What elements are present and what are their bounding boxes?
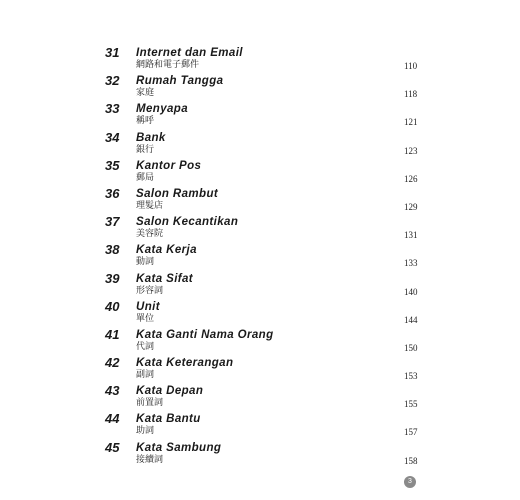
entry-page-number: 126 <box>404 173 418 184</box>
toc-entry[interactable] <box>0 186 520 214</box>
entry-title: Bank <box>136 131 166 144</box>
entry-title: Kata Sifat <box>136 272 194 285</box>
entry-title: Rumah Tangga <box>136 75 224 88</box>
entry-title: Kata Bantu <box>136 413 201 426</box>
toc-entry[interactable] <box>0 45 520 73</box>
entry-page-number: 150 <box>404 342 418 353</box>
entry-page-number: 131 <box>404 230 418 241</box>
entry-number: 42 <box>105 355 120 371</box>
toc-entry[interactable] <box>0 355 520 383</box>
entry-subtitle: 單位 <box>136 313 155 324</box>
entry-number: 38 <box>105 242 120 258</box>
toc-entry[interactable] <box>0 158 520 186</box>
entry-page-number: 118 <box>404 89 418 100</box>
toc-entry[interactable] <box>0 299 520 327</box>
entry-number: 36 <box>105 185 120 201</box>
entry-title: Kata Depan <box>136 385 204 398</box>
entry-subtitle: 郵局 <box>136 172 155 183</box>
toc-entry[interactable] <box>0 327 520 355</box>
toc-entry[interactable] <box>0 440 520 468</box>
toc-entry[interactable] <box>0 411 520 439</box>
entry-number: 34 <box>105 129 120 145</box>
entry-subtitle: 美容院 <box>136 229 164 240</box>
entry-title: Menyapa <box>136 103 189 116</box>
entry-title: Unit <box>136 300 160 313</box>
entry-subtitle: 前置詞 <box>136 398 164 409</box>
entry-subtitle: 銀行 <box>136 144 155 155</box>
entry-page-number: 129 <box>404 201 418 212</box>
entry-title: Salon Kecantikan <box>136 216 239 229</box>
toc-entry[interactable] <box>0 101 520 129</box>
entry-title: Kata Keterangan <box>136 357 234 370</box>
entry-number: 44 <box>105 411 120 427</box>
entry-subtitle: 稱呼 <box>136 116 155 127</box>
entry-subtitle: 接續詞 <box>136 454 164 465</box>
entry-page-number: 110 <box>404 61 418 71</box>
page-number-badge: 3 <box>404 476 416 488</box>
entry-page-number: 144 <box>404 314 418 325</box>
entry-number: 40 <box>105 298 120 314</box>
toc-entry[interactable] <box>0 242 520 270</box>
entry-subtitle: 家庭 <box>136 88 155 99</box>
entry-title: Salon Rambut <box>136 187 219 200</box>
entry-subtitle: 副詞 <box>136 370 155 381</box>
entry-page-number: 157 <box>404 427 418 438</box>
toc-entry[interactable] <box>0 271 520 299</box>
entry-subtitle: 網路和電子郵件 <box>136 60 200 70</box>
entry-subtitle: 形容詞 <box>136 285 164 296</box>
entry-title: Kata Sambung <box>136 441 222 454</box>
entry-subtitle: 理髮店 <box>136 200 164 211</box>
entry-number: 35 <box>105 157 120 173</box>
toc-entry[interactable] <box>0 73 520 101</box>
table-of-contents <box>0 45 520 468</box>
entry-subtitle: 動詞 <box>136 257 155 268</box>
entry-subtitle: 助詞 <box>136 426 155 437</box>
entry-page-number: 155 <box>404 399 418 410</box>
toc-entry[interactable] <box>0 383 520 411</box>
entry-title: Kantor Pos <box>136 159 202 172</box>
entry-number: 39 <box>105 270 120 286</box>
entry-subtitle: 代詞 <box>136 341 155 352</box>
entry-page-number: 123 <box>404 145 418 156</box>
entry-number: 31 <box>105 45 120 60</box>
entry-number: 37 <box>105 214 120 230</box>
toc-entry[interactable] <box>0 130 520 158</box>
entry-page-number: 158 <box>404 455 418 466</box>
entry-title: Internet dan Email <box>136 47 243 59</box>
entry-title: Kata Ganti Nama Orang <box>136 328 274 341</box>
entry-number: 41 <box>105 326 120 342</box>
entry-title: Kata Kerja <box>136 244 197 257</box>
entry-page-number: 153 <box>404 371 418 382</box>
toc-entry[interactable] <box>0 214 520 242</box>
entry-page-number: 140 <box>404 286 418 297</box>
entry-number: 33 <box>105 101 120 117</box>
entry-number: 32 <box>105 73 120 89</box>
entry-page-number: 133 <box>404 258 418 269</box>
entry-page-number: 121 <box>404 117 418 128</box>
entry-number: 43 <box>105 383 120 399</box>
entry-number: 45 <box>105 439 120 455</box>
